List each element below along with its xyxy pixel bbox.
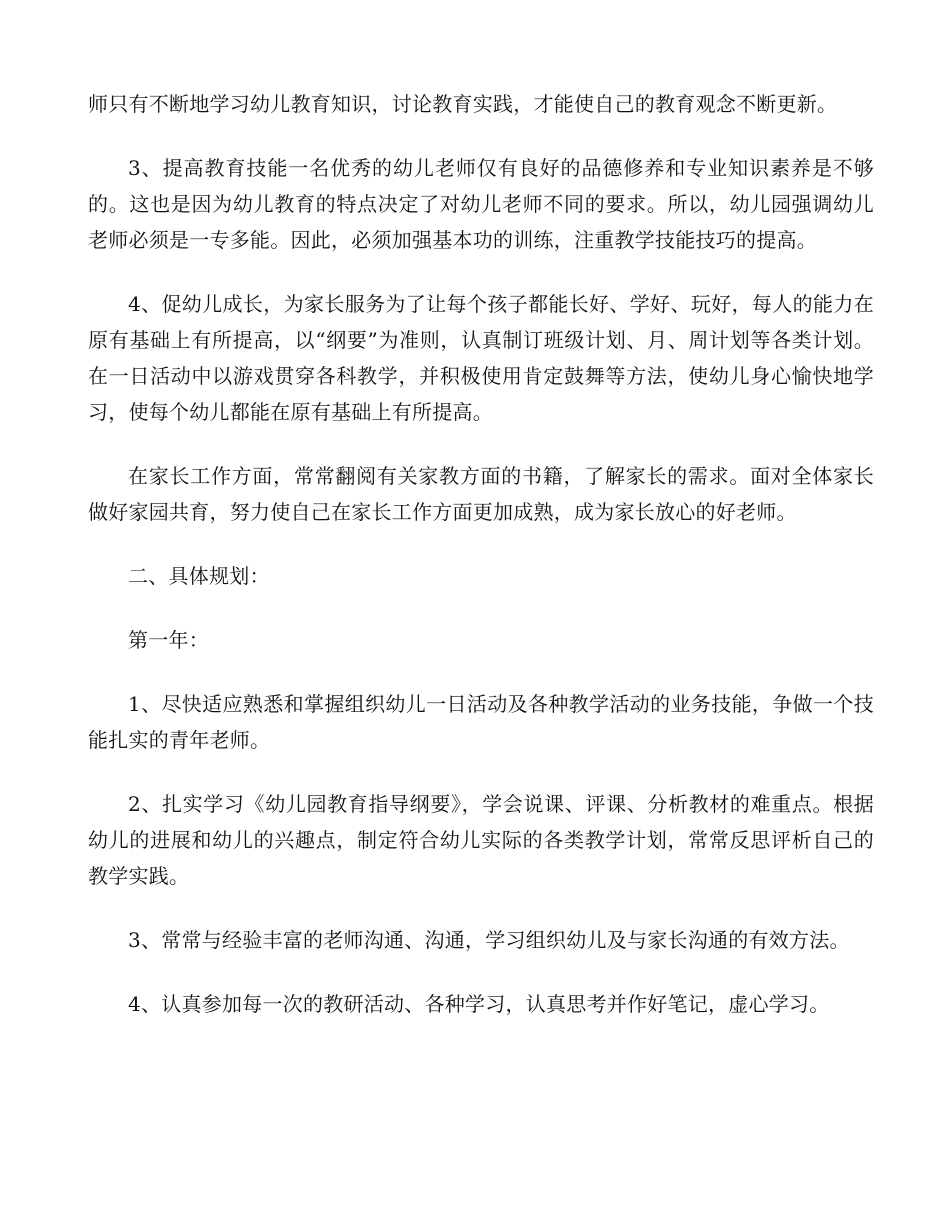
paragraph-parent-work: 在家长工作方面，常常翻阅有关家教方面的书籍，了解家长的需求。面对全体家长做好家园共育，努力使自己在家长工作方面更加成熟，成为家长放心的好老师。 xyxy=(88,464,874,524)
list-item-4: 4、认真参加每一次的教研活动、各种学习，认真思考并作好笔记，虚心学习。 xyxy=(128,992,830,1016)
section-heading-specific-plan: 二、具体规划： xyxy=(128,564,270,588)
paragraph-item-3-teaching-skills: 3、提高教育技能一名优秀的幼儿老师仅有良好的品德修养和专业知识素养是不够的。这也是因为幼儿教育的特点决定了对幼儿老师不同的要求。所以，幼儿园强调幼儿老师必须是一专多能。因此，必须加强基本功的训练，注重教学技能技巧的提高。 xyxy=(88,156,874,252)
subheading-first-year: 第一年： xyxy=(128,628,209,652)
list-item-3: 3、常常与经验丰富的老师沟通、沟通，学习组织幼儿及与家长沟通的有效方法。 xyxy=(128,928,850,952)
list-item-2: 2、扎实学习《幼儿园教育指导纲要》，学会说课、评课、分析教材的难重点。根据幼儿的进展和幼儿的兴趣点，制定符合幼儿实际的各类教学计划，常常反思评析自己的教学实践。 xyxy=(88,792,874,888)
document-body xyxy=(88,86,874,1050)
paragraph-item-4-child-growth: 4、促幼儿成长，为家长服务为了让每个孩子都能长好、学好、玩好，每人的能力在原有基础上有所提高，以“纲要”为准则，认真制订班级计划、月、周计划等各类计划。在一日活动中以游戏贯穿各科教学，并积极使用肯定鼓舞等方法，使幼儿身心愉快地学习，使每个幼儿都能在原有基础上有所提高。 xyxy=(88,292,874,424)
list-item-1: 1、尽快适应熟悉和掌握组织幼儿一日活动及各种教学活动的业务技能，争做一个技能扎实的青年老师。 xyxy=(88,692,874,752)
paragraph-continued: 师只有不断地学习幼儿教育知识，讨论教育实践，才能使自己的教育观念不断更新。 xyxy=(88,92,838,116)
